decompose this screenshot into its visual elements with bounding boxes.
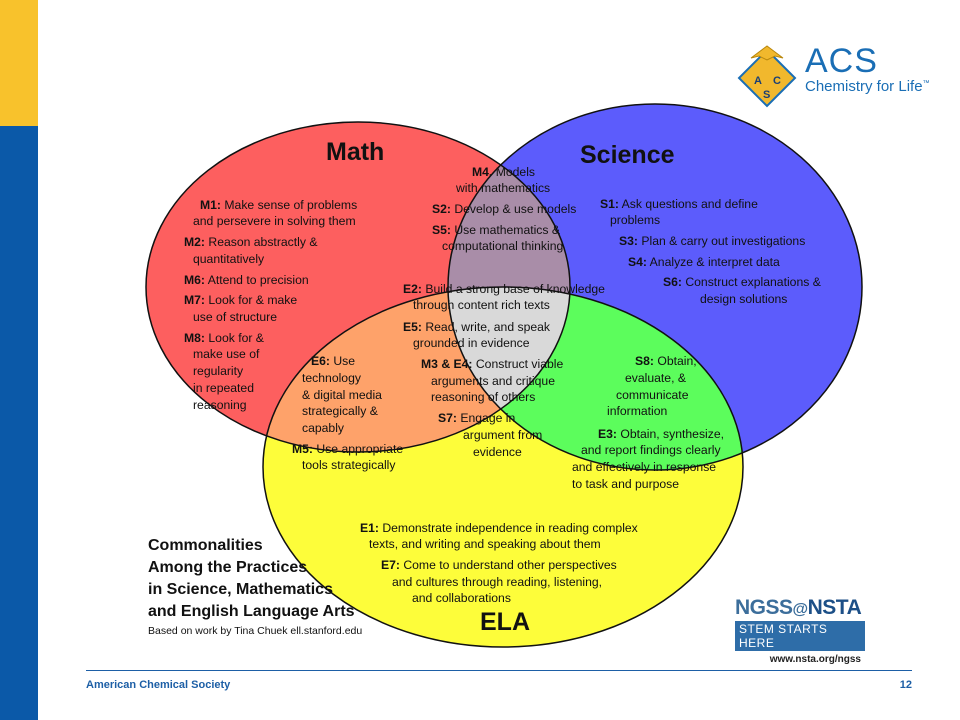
math-only-line-10: in repeated — [193, 381, 254, 395]
center-line-1: through content rich texts — [413, 298, 550, 312]
caption-line-2: Among the Practices — [148, 559, 308, 576]
center-line-5: arguments and critique — [431, 374, 555, 388]
math-only-line-9: regularity — [193, 364, 244, 378]
science-only-line-4: S6: Construct explanations & — [663, 275, 821, 289]
math-only-line-1: and persevere in solving them — [193, 214, 356, 228]
science-only-line-3: S4: Analyze & interpret data — [628, 255, 780, 269]
science-only-line-5: design solutions — [700, 292, 788, 306]
science-only-line-1: problems — [610, 213, 661, 227]
center-line-0: E2: Build a strong base of knowledge — [403, 282, 605, 296]
ngss-text: NGSS — [735, 596, 793, 619]
science-only-line-0: S1: Ask questions and define — [600, 197, 758, 211]
math-ela-line-1: technology — [302, 371, 361, 385]
acs-seal-letter-s: S — [763, 89, 771, 101]
acs-name: ACS — [805, 42, 878, 80]
caption-line-3: in Science, Mathematics — [148, 581, 333, 598]
acs-tagline-text: Chemistry for Life — [805, 78, 923, 95]
nsta-url: www.nsta.org/ngss — [769, 654, 861, 665]
page-number: 12 — [899, 679, 912, 691]
center-line-3: grounded in evidence — [413, 336, 530, 350]
math-only-line-7: M8: Look for & — [184, 331, 264, 345]
ela-only-line-2: E7: Come to understand other perspectives — [381, 558, 617, 572]
math-title: Math — [326, 138, 385, 166]
caption-line-1: Commonalities — [148, 537, 263, 554]
science-ela-line-0: S8: Obtain, — [635, 354, 697, 368]
math-only-line-11: reasoning — [193, 398, 247, 412]
ngss-at: @ — [792, 601, 808, 618]
science-ela-line-2: communicate — [616, 388, 689, 402]
center-line-8: argument from — [463, 428, 543, 442]
math-only-line-3: quantitatively — [193, 252, 265, 266]
center-line-7: S7: Engage in — [438, 411, 516, 425]
science-ela-line-3: information — [607, 404, 668, 418]
math-ela-line-4: capably — [302, 421, 345, 435]
ngss-wordmark — [735, 596, 865, 620]
center-line-4: M3 & E4: Construct viable — [421, 357, 564, 371]
math-only-line-5: M7: Look for & make — [184, 293, 298, 307]
math-only-line-2: M2: Reason abstractly & — [184, 235, 318, 249]
math-science-line-2: S2: Develop & use models — [432, 202, 577, 216]
math-only-line-6: use of structure — [193, 310, 277, 324]
center-line-2: E5: Read, write, and speak — [403, 320, 551, 334]
ela-only-line-3: and cultures through reading, listening, — [392, 575, 603, 589]
science-only-line-2: S3: Plan & carry out investigations — [619, 234, 806, 248]
math-science-line-3: S5: Use mathematics & — [432, 223, 561, 237]
math-ela-line-5: M5: Use appropriate — [292, 442, 404, 456]
nsta-text: NSTA — [807, 596, 862, 619]
science-title: Science — [580, 141, 675, 169]
math-only-line-4: M6: Attend to precision — [184, 273, 309, 287]
caption-credit: Based on work by Tina Chuek ell.stanford.edu — [148, 625, 363, 637]
science-ela-line-1: evaluate, & — [625, 371, 686, 385]
footer-divider — [86, 670, 912, 671]
math-science-line-0: M4. Models — [472, 165, 536, 179]
caption-line-4: and English Language Arts — [148, 603, 355, 620]
math-ela-line-2: & digital media — [302, 388, 382, 402]
stem-starts-here-bar: STEM STARTS HERE — [735, 621, 865, 651]
math-only-line-8: make use of — [193, 347, 260, 361]
math-ela-line-0: E6: Use — [311, 354, 356, 368]
ela-only-line-0: E1: Demonstrate independence in reading complex — [360, 521, 638, 535]
diagram-caption — [148, 535, 355, 623]
math-science-line-4: computational thinking — [442, 239, 564, 253]
acs-seal-letter-c: C — [773, 75, 781, 87]
center-line-9: evidence — [473, 445, 522, 459]
science-ela-line-5: and report findings clearly — [581, 443, 721, 457]
acs-seal-letter-a: A — [754, 75, 762, 87]
science-ela-line-4: E3: Obtain, synthesize, — [598, 427, 725, 441]
ngss-nsta-logo — [735, 596, 865, 665]
science-ela-line-6: and effectively in response — [572, 460, 717, 474]
center-line-6: reasoning of others — [431, 390, 536, 404]
ela-only-line-4: and collaborations — [412, 591, 511, 605]
math-only-line-0: M1: Make sense of problems — [200, 198, 358, 212]
ela-title: ELA — [480, 608, 530, 636]
math-science-line-1: with mathematics — [456, 181, 551, 195]
science-ela-line-7: to task and purpose — [572, 477, 680, 491]
math-ela-line-6: tools strategically — [302, 458, 396, 472]
acs-tm: ™ — [922, 80, 930, 87]
ela-only-line-1: texts, and writing and speaking about them — [369, 537, 601, 551]
math-ela-line-3: strategically & — [302, 404, 378, 418]
footer-org: American Chemical Society — [86, 679, 231, 691]
